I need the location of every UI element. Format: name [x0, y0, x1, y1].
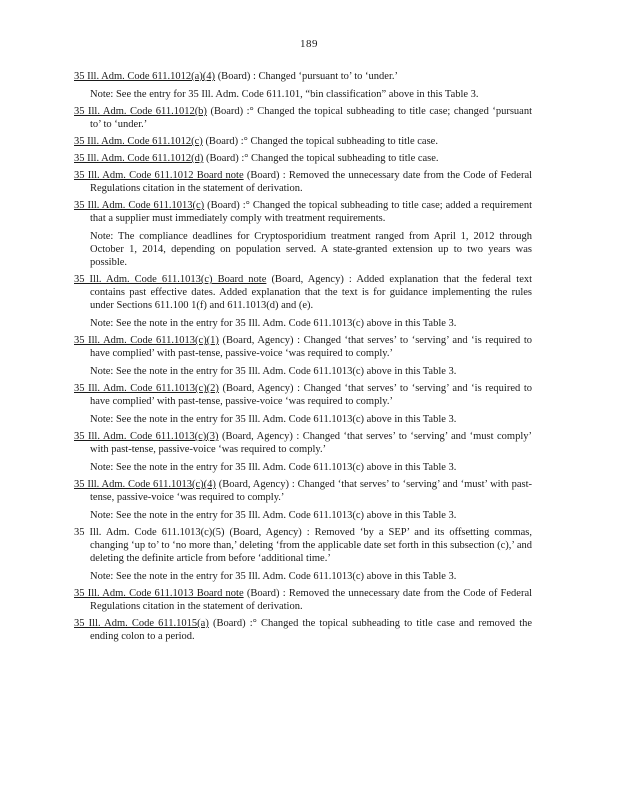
entry-agency: (Board) [207, 200, 240, 211]
table-entry [74, 199, 532, 269]
entry-agency: (Board) [206, 153, 239, 164]
entry-heading [74, 587, 532, 613]
entry-note: Note: See the note in the entry for 35 Ill. Adm. Code 611.1013(c) above in this Table 3. [90, 571, 457, 582]
entry-citation: 35 Ill. Adm. Code 611.1013(c) Board note [74, 274, 267, 285]
entry-note: Note: The compliance deadlines for Cryptosporidium treatment ranged from April 1, 2012 through October 1, 2014, depending on population served. A state-granted extension up to two years was possible. [90, 231, 532, 268]
table-entry [74, 430, 532, 474]
entry-note: Note: See the note in the entry for 35 Ill. Adm. Code 611.1013(c) above in this Table 3. [90, 414, 457, 425]
entry-heading [74, 169, 532, 195]
entry-agency: (Board) [246, 588, 280, 599]
entry-text: : Removed the unnecessary date from the Code of Federal Regulations citation in the statement of derivation. [90, 588, 533, 612]
entry-note: Note: See the note in the entry for 35 Ill. Adm. Code 611.1013(c) above in this Table 3. [90, 462, 457, 473]
entry-text: :° Changed the topical subheading to title case. [241, 153, 439, 164]
entry-agency: (Board, Agency) [222, 335, 294, 346]
entry-heading [74, 430, 532, 456]
entry-heading [74, 478, 532, 504]
entry-heading [74, 199, 532, 225]
table-entry [74, 617, 532, 643]
entry-citation: 35 Ill. Adm. Code 611.1013(c)(3) [74, 431, 219, 442]
entry-citation: 35 Ill. Adm. Code 611.1013(c)(1) [74, 335, 219, 346]
entry-text: : Changed ‘that serves’ to ‘serving’ and ‘is required to have complied’ with past-tense, passive-voice ‘was required to comply.’ [90, 383, 533, 407]
entry-heading [74, 382, 532, 408]
entry-note: Note: See the note in the entry for 35 Ill. Adm. Code 611.1013(c) above in this Table 3. [90, 510, 457, 521]
table-entry [74, 70, 532, 101]
entry-citation: 35 Ill. Adm. Code 611.1013(c)(4) [74, 479, 216, 490]
entry-heading [74, 273, 532, 312]
entry-text: : Removed ‘by a SEP’ and its offsetting commas, changing ‘up to’ to ‘no more than,’ deleting ‘from the applicable date set forth in this subsection (c),’ and deleting the definite article from before ‘additional time.’ [90, 527, 532, 564]
entry-agency: (Board, Agency) [229, 527, 302, 538]
entry-heading [74, 70, 532, 83]
entry-text: :° Changed the topical subheading to title case; added a requirement that a supplier must immediately comply with treatment requirements. [90, 200, 533, 224]
entry-heading [74, 135, 532, 148]
entry-citation: 35 Ill. Adm. Code 611.1012(c) [74, 136, 203, 147]
table-entry [74, 273, 532, 330]
entry-citation: 35 Ill. Adm. Code 611.1015(a) [74, 618, 209, 629]
entry-citation: 35 Ill. Adm. Code 611.1012(a)(4) [74, 71, 216, 82]
entry-text: : Removed the unnecessary date from the Code of Federal Regulations citation in the statement of derivation. [90, 170, 533, 194]
entry-text: :° Changed the topical subheading to title case; changed ‘pursuant to’ to ‘under.’ [90, 106, 532, 130]
entry-note: Note: See the entry for 35 Ill. Adm. Code 611.101, “bin classification” above in this Table 3. [90, 89, 479, 100]
entry-note: Note: See the note in the entry for 35 Ill. Adm. Code 611.1013(c) above in this Table 3. [90, 366, 457, 377]
page-number: 189 [300, 38, 318, 50]
entry-agency: (Board, Agency) [221, 431, 293, 442]
table-entry [74, 587, 532, 613]
table-entry [74, 526, 532, 583]
entry-citation: 35 Ill. Adm. Code 611.1013 Board note [74, 588, 244, 599]
entry-agency: (Board, Agency) [218, 479, 289, 490]
table-entry [74, 478, 532, 522]
entry-citation: 35 Ill. Adm. Code 611.1013(c) [74, 200, 205, 211]
entry-citation: 35 Ill. Adm. Code 611.1013(c)(2) [74, 383, 219, 394]
entry-text: : Changed ‘that serves’ to ‘serving’ and ‘must comply’ with past-tense, passive-voice ‘was required to comply.’ [90, 431, 532, 455]
entry-heading [74, 617, 532, 643]
table-entry [74, 105, 532, 131]
entry-note: Note: See the note in the entry for 35 Ill. Adm. Code 611.1013(c) above in this Table 3. [90, 318, 457, 329]
entry-agency: (Board) [210, 106, 244, 117]
entry-agency: (Board) [246, 170, 280, 181]
entry-text: : Changed ‘that serves’ to ‘serving’ and ‘must’ with past-tense, passive-voice ‘was required to comply.’ [90, 479, 532, 503]
entry-text: : Changed ‘pursuant to’ to ‘under.’ [252, 71, 398, 82]
entry-heading [74, 334, 532, 360]
table-entry [74, 152, 532, 165]
entry-text: :° Changed the topical subheading to title case. [240, 136, 438, 147]
entry-heading [74, 105, 532, 131]
entry-text: :° Changed the topical subheading to title case and removed the ending colon to a period. [90, 618, 533, 642]
table-entry [74, 169, 532, 195]
entry-heading [74, 152, 532, 165]
entry-agency: (Board) [217, 71, 251, 82]
entry-agency: (Board, Agency) [222, 383, 294, 394]
table-entry [74, 135, 532, 148]
entry-agency: (Board) [212, 618, 246, 629]
entry-citation: 35 Ill. Adm. Code 611.1012(d) [74, 153, 204, 164]
table-entry [74, 334, 532, 378]
entry-text: : Added explanation that the federal text contains past effective dates. Added explanation that the text is for guidance implementing the rules under Sections 611.100 1(f) and 611.1013(d) and (e). [90, 274, 533, 311]
entry-citation: 35 Ill. Adm. Code 611.1012(b) [74, 106, 207, 117]
entry-agency: (Board, Agency) [271, 274, 344, 285]
table-entry [74, 382, 532, 426]
table-entries [74, 70, 532, 647]
entry-citation: 35 Ill. Adm. Code 611.1013(c)(5) [74, 527, 225, 538]
entry-citation: 35 Ill. Adm. Code 611.1012 Board note [74, 170, 244, 181]
entry-heading [74, 526, 532, 565]
entry-text: : Changed ‘that serves’ to ‘serving’ and ‘is required to have complied’ with past-tense, passive-voice ‘was required to comply.’ [90, 335, 533, 359]
entry-agency: (Board) [205, 136, 239, 147]
